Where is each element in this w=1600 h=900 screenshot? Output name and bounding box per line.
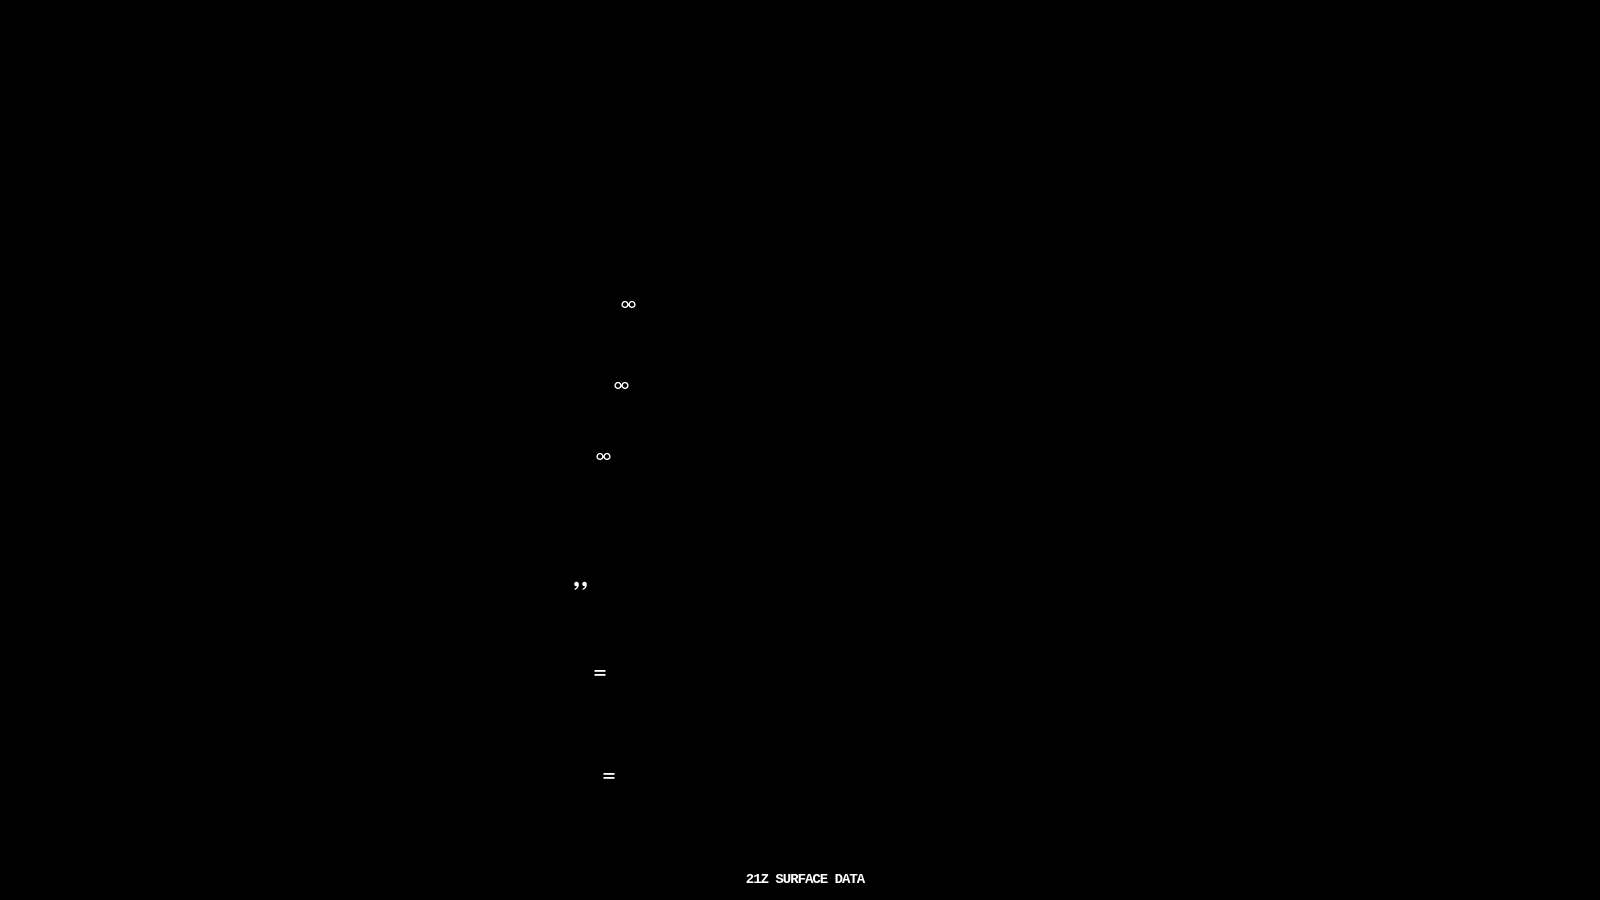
haze-icon	[614, 381, 629, 390]
chart-title: 21Z SURFACE DATA	[745, 872, 865, 888]
haze-icon	[596, 452, 611, 461]
haze-icon	[621, 300, 636, 309]
mist-icon	[603, 772, 615, 780]
mist-icon	[594, 669, 606, 677]
drizzle-icon	[573, 581, 589, 591]
